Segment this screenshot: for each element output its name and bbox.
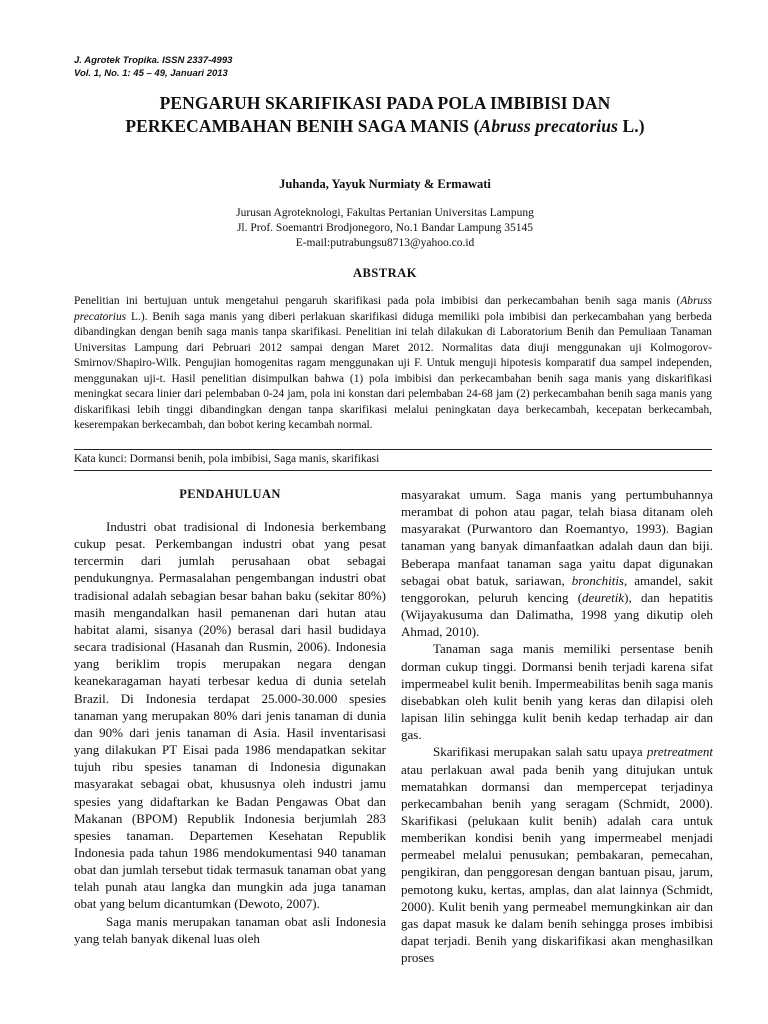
right-p3-text-b: atau perlakuan awal pada benih yang ditujukan untuk mematahkan dormansi dan mempercepat terjadinya perkecambahan benih yang seragam (Schmidt, 2000). Skarifikasi (pelukaan kulit benih) adalah cara untuk memberikan kondisi benih yang impermeabel menjadi permeabel melalui penusukan; pembakaran, pemecahan, pengikiran, dan penggoresan dengan bantuan pisau, jarum, pemotong kuku, kertas, amplas, dan alat lainnya (Schmidt, 2000). Kulit benih yang permeabel memungkinkan air dan gas dapat masuk ke dalam benih sehingga proses imbibisi dapat terjadi. Benih yang diskarifikasi akan menghasilkan proses [401,761,713,966]
author-list: Juhanda, Yayuk Nurmiaty & Ermawati [279,177,491,191]
left-column [74,486,386,947]
right-p1-italic-deuretik: deuretik [582,589,625,605]
affiliation-email: E-mail:putrabungsu8713@yahoo.co.id [295,237,475,249]
paper-title [60,92,710,138]
right-p3-italic-pretreatment: pretreatment [646,744,713,760]
keywords-line: Kata kunci: Dormansi benih, pola imbibisi, Saga manis, skarifikasi [74,453,380,465]
intro-paragraph-2: Saga manis merupakan tanaman obat asli Indonesia yang telah banyak dikenal luas oleh [74,913,386,946]
abstract-text [74,294,712,434]
affiliation [60,206,710,251]
right-p1-text-c: ), dan hepatitis (Wijayakusuma dan Dalimatha, 1998 yang dikutip oleh Ahmad, 2010). [401,589,713,640]
intro-paragraph-1: Industri obat tradisional di Indonesia berkembang cukup pesat. Perkembangan industri obat yang pesat tercermin dari jumlah perusahaan obat sebagai pendukungnya. Permasalahan pengembangan industri obat tradisional adalah sebagian besar bahan baku (sekitar 80%) masih mengandalkan hasil pemanenan dari hutan atau habitat alami, sisanya (20%) berasal dari hasil budidaya secara tradisional (Hasanah dan Rusmin, 2006). Indonesia yang beriklim tropis merupakan negara dengan keanekaragaman hayati terbesar kedua di dunia setelah Brazil. Di Indonesia terdapat 25.000-30.000 spesies tanaman yang merupakan 80% dari jenis tanaman di dunia dan 90% dari jenis tanaman di Asia. Hasil inventarisasi yang dilakukan PT Eisai pada 1986 mendapatkan sekitar tujuh ribu spesies tanaman di Indonesia digunakan masyarakat sebagai obat, khususnya oleh industri jamu spesies yang didaftarkan ke Badan Pengawas Obat dan Makanan (BPOM) Republik Indonesia berjumlah 283 spesies tanaman. Departemen Kesehatan Republik Indonesia pada tahun 1986 mendokumentasi 940 tanaman obat dan jumlah tersebut tidak termasuk tanaman obat yang telah punah atau langka dan mungkin ada juga tanaman obat yang belum dicantumkan (Dewoto, 2007). [74,519,386,912]
title-line-1: PENGARUH SKARIFIKASI PADA POLA IMBIBISI DAN [159,93,611,113]
journal-issn-line: J. Agrotek Tropika. ISSN 2337-4993 [74,55,233,66]
journal-volume-line: Vol. 1, No. 1: 45 – 49, Januari 2013 [74,68,228,79]
title-line-2-end: L.) [617,116,645,136]
section-heading-introduction: PENDAHULUAN [179,487,281,501]
title-line-2-text: PERKECAMBAHAN BENIH SAGA MANIS ( [125,116,480,136]
keywords-bottom-divider [74,470,712,471]
right-column [401,486,713,966]
abstract-part-2: L.). Benih saga manis yang diberi perlakuan skarifikasi diduga memiliki pola imbibisi dan perkecambahan yang berbeda dibandingkan dengan benih saga manis tanpa skarifikasi. Penelitian ini telah dilakukan di Laboratorium Benih dan Pemuliaan Tanaman Universitas Lampung dari Pebruari 2012 sampai dengan Maret 2012. Normalitas data diuji menggunakan uji Kolmogorov-Smirnov/Shapiro-Wilk. Pengujian homogenitas ragam menggunakan uji F. Untuk menguji hipotesis komparatif dua sampel independen, menggunakan uji-t. Hasil penelitian disimpulkan bahwa (1) pola imbibisi dan perkecambahan benih saga manis yang diskarifikasi meningkat secara linier dari pelembaban 0-24 jam, pola ini konstan dari pelembaban 24-68 jam (2) perkecambahan benih saga manis yang diskarifikasi lebih tinggi dibandingkan dengan tanpa skarifikasi melalui peningkatan daya berkecambah, kecepatan berkecambah, keserempakan berkecambah, dan bobot kering kecambah normal. [74,310,712,431]
journal-info [74,54,232,80]
right-paragraph-3 [401,743,713,966]
affiliation-dept: Jurusan Agroteknologi, Fakultas Pertanian Universitas Lampung [236,207,534,219]
abstract-heading: ABSTRAK [353,266,417,280]
right-p1-text-b: , amandel, sakit tenggorokan, peluruh kencing ( [401,572,713,605]
keywords-top-divider [74,449,712,450]
right-p3-text-a: Skarifikasi merupakan salah satu upaya [433,744,647,760]
right-paragraph-1 [401,486,713,640]
right-p1-text-a: masyarakat umum. Saga manis yang pertumbuhannya merambat di pohon atau pagar, telah biasa ditanam oleh masyarakat (Purwantoro dan Roemantyo, 1993). Bagian tanaman yang banyak dimanfaatkan adalah daun dan biji. Beberapa manfaat tanaman saga yaitu dapat digunakan sebagai obat batuk, sariawan, [401,487,713,588]
affiliation-address: Jl. Prof. Soemantri Brodjonegoro, No.1 Bandar Lampung 35145 [236,222,534,234]
abstract-species-name: Abruss precatorius [74,295,712,323]
title-species-name: Abruss precatorius [479,116,618,136]
title-line-2 [60,115,710,138]
right-p1-italic-bronchitis: bronchitis [571,572,624,588]
abstract-part-1: Penelitian ini bertujuan untuk mengetahui pengaruh skarifikasi pada pola imbibisi dan perkecambahan benih saga manis ( [74,295,681,307]
right-paragraph-2: Tanaman saga manis memiliki persentase benih dorman cukup tinggi. Dormansi benih terjadi karena sifat impermeabel kulit benih. Impermeabilitas benih saga manis disebabkan oleh kulit benih yang keras dan dilapisi oleh lapisan lilin sehingga kulit benih kedap terhadap air dan gas. [401,641,713,743]
